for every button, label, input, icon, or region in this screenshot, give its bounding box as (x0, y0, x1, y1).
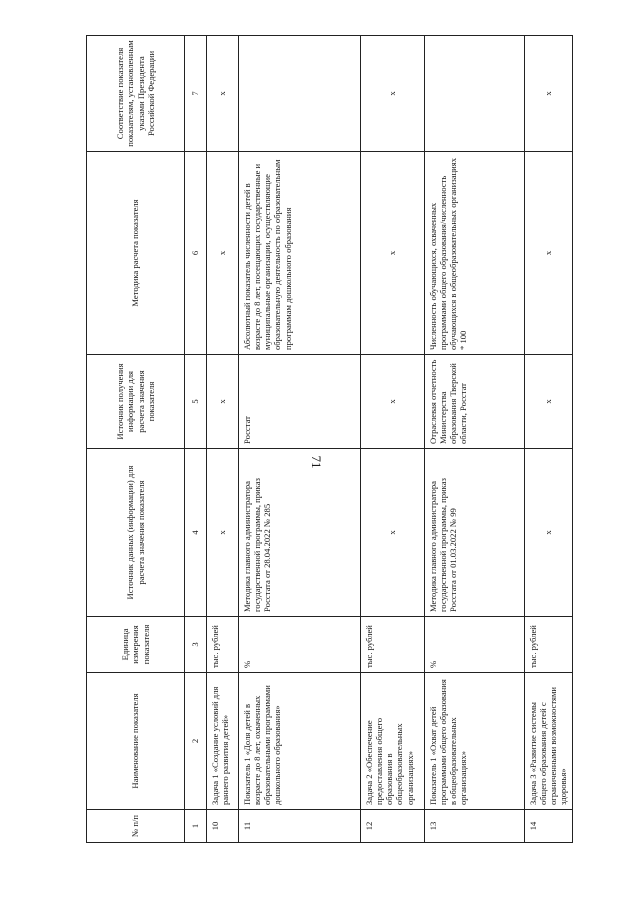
row-data-source: Методика главного администратора государственной программы, приказ Росстата от 28.04.2022 № 285 (239, 449, 361, 617)
row-data-source: х (361, 449, 425, 617)
header-num: № п/п (87, 810, 185, 843)
row-method: Абсолютный показатель численности детей в возрасте до 8 лет, посещающих государственные и муниципальные организации, осуществляющие образовательную деятельность по образовательным программам дошкольного образования (239, 152, 361, 355)
row-num: 11 (239, 810, 361, 843)
row-compliance (425, 36, 525, 152)
row-name: Задача 2 «Обеспечение предоставления общего образования в общеобразовательных организациях» (361, 673, 425, 810)
row-num: 14 (525, 810, 573, 843)
row-unit: тыс. рублей (525, 617, 573, 673)
row-name: Задача 3 «Развитие системы общего образования детей с ограниченными возможностями здоровья» (525, 673, 573, 810)
column-number: 5 (185, 355, 207, 449)
column-number: 6 (185, 152, 207, 355)
row-info-source: Отраслевая отчетность Министерства образования Тверской области, Росстат (425, 355, 525, 449)
column-number: 1 (185, 810, 207, 843)
row-unit: тыс. рублей (207, 617, 239, 673)
header-info-source: Источник получения информации для расчета значения показателя (87, 355, 185, 449)
row-compliance (239, 36, 361, 152)
row-name: Задача 1 «Создание условий для раннего развития детей» (207, 673, 239, 810)
indicator-table-wrapper (86, 36, 569, 843)
row-method: х (361, 152, 425, 355)
column-number: 4 (185, 449, 207, 617)
header-compliance: Соответствие показателя показателям, установленным указами Президента Российской Федерации (87, 36, 185, 152)
row-data-source: Методика главного администратора государственной программы, приказ Росстата от 01.03.2022 № 99 (425, 449, 525, 617)
row-name: Показатель 1 «Доля детей в возрасте до 8 лет, охваченных образовательными программами дошкольного образования» (239, 673, 361, 810)
indicator-table (86, 35, 573, 843)
row-method: Численность обучающихся, охваченных программами общего образования/численность обучающихся в общеобразовательных организациях * 100 (425, 152, 525, 355)
header-unit: Единица измерения показателя (87, 617, 185, 673)
column-number-row (185, 36, 207, 843)
row-compliance: х (361, 36, 425, 152)
header-name: Наименование показателя (87, 673, 185, 810)
row-info-source: х (525, 355, 573, 449)
row-compliance: х (525, 36, 573, 152)
table-row (207, 36, 239, 843)
row-info-source: Росстат (239, 355, 361, 449)
row-unit: % (239, 617, 361, 673)
row-method: х (207, 152, 239, 355)
header-row (87, 36, 185, 843)
row-method: х (525, 152, 573, 355)
row-unit: % (425, 617, 525, 673)
row-num: 12 (361, 810, 425, 843)
row-data-source: х (207, 449, 239, 617)
table-row (239, 36, 361, 843)
header-data-source: Источник данных (информации) для расчета значения показателя (87, 449, 185, 617)
row-name: Показатель 1 «Охват детей программами общего образования в общеобразовательных организациях» (425, 673, 525, 810)
row-num: 13 (425, 810, 525, 843)
row-info-source: х (207, 355, 239, 449)
table-row (525, 36, 573, 843)
page-number: 71 (309, 455, 324, 469)
column-number: 3 (185, 617, 207, 673)
table-row (425, 36, 525, 843)
row-compliance: х (207, 36, 239, 152)
row-unit: тыс. рублей (361, 617, 425, 673)
row-info-source: х (361, 355, 425, 449)
row-data-source: х (525, 449, 573, 617)
column-number: 7 (185, 36, 207, 152)
row-num: 10 (207, 810, 239, 843)
table-row (361, 36, 425, 843)
column-number: 2 (185, 673, 207, 810)
header-method: Методика расчета показателя (87, 152, 185, 355)
